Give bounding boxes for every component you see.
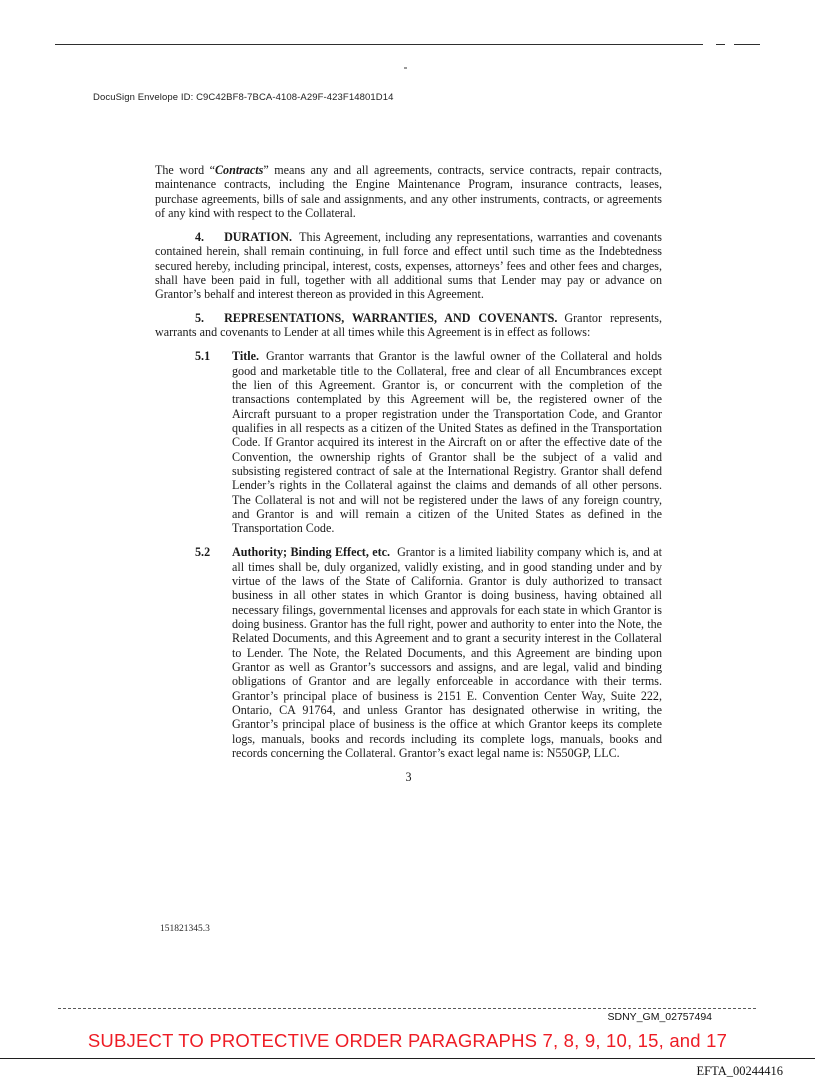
clause-5-2-authority: [155, 545, 662, 760]
top-rule-dash: [734, 44, 760, 45]
clause-5-1-title: [155, 349, 662, 535]
paragraph-contracts-definition: [155, 163, 662, 220]
document-number: 151821345.3: [160, 924, 210, 934]
section-number: 4.: [195, 229, 205, 244]
section-number: 5.: [195, 311, 205, 326]
footer-dashed-rule: [58, 1008, 756, 1009]
protective-order-stamp: SUBJECT TO PROTECTIVE ORDER PARAGRAPHS 7, 8, 9, 10, 15, and 17: [87, 1030, 728, 1051]
bates-number-efta: EFTA_00244416: [696, 1064, 783, 1078]
clause-body: [232, 349, 662, 535]
paragraph-text: The word “: [155, 163, 215, 177]
top-rule-dash: [716, 44, 725, 45]
defined-term: Contracts: [214, 163, 264, 177]
clause-text: Grantor warrants that Grantor is the lawful owner of the Collateral and holds good and marketable title to the Collateral, free and clear of all Encumbrances except the lien of this Agreement. Grantor is, or concurrent with the completion of the transactions contemplated by this Agreement will be, the registered owner of the Aircraft pursuant to a proper registration under the Transportation Code, and Grantor qualifies in all respects as a citizen of the United States as defined in the Transportation Code. If Grantor acquired its interest in the Aircraft on or after the effective date of the Convention, the ownership rights of Grantor shall be the subject of a valid and subsisting registered contract of sale at the International Registry. Grantor shall defend Lender’s rights in the Collateral against the claims and demands of all other persons. The Collateral is not and will not be registered under the laws of any foreign country, and Grantor is and will remain a citizen of the United States as defined in the Transportation Code.: [232, 349, 662, 536]
page-number: 3: [405, 769, 412, 784]
paragraph-text: ” means any and all agreements, contracts, service contracts, repair contracts, maintenance contracts, including the Engine Maintenance Program, insurance contracts, leases, purchase agreements, bills of sale and assignments, and any other instruments, contracts, or agreements of any kind with respect to the Collateral.: [155, 163, 662, 221]
clause-text: Grantor is a limited liability company which is, and at all times shall be, duly organized, validly existing, and in good standing under and by virtue of the laws of the State of California. Grantor is duly authorized to transact business in all other states in which Grantor is doing business, having obtained all necessary filings, governmental licenses and approvals for each state in which Grantor is doing business. Grantor has the full right, power and authority to enter into the Note, the Related Documents, and this Agreement and to grant a security interest in the Collateral to Lender. The Note, the Related Documents, and this Agreement are binding upon Grantor as well as Grantor’s successors and assigns, and are legal, valid and binding obligations of Grantor and are legally enforceable in accordance with their terms. Grantor’s principal place of business is 2151 E. Convention Center Way, Suite 222, Ontario, CA 91764, and unless Grantor has designated otherwise in writing, the Grantor’s principal place of business is the office at which Grantor keeps its complete logs, manuals, books and records including its complete logs, manuals, books and records concerning the Collateral. Grantor’s exact legal name is: N550GP, LLC.: [232, 545, 662, 761]
clause-number: 5.2: [195, 545, 211, 560]
section-4-duration: [155, 230, 662, 302]
section-heading: REPRESENTATIONS, WARRANTIES, AND COVENANTS.: [224, 311, 558, 326]
clause-body: [232, 545, 662, 760]
document-body: [155, 163, 662, 784]
top-rule: [55, 44, 703, 45]
clause-heading: Title.: [232, 349, 259, 364]
scan-artifact: [404, 67, 407, 69]
section-heading: DURATION.: [224, 229, 293, 244]
clause-heading: Authority; Binding Effect, etc.: [232, 545, 391, 560]
clause-number: 5.1: [195, 349, 211, 364]
bottom-rule: [0, 1058, 815, 1059]
section-text: Grantor represents, warrants and covenants to Lender at all times while this Agreement is in effect as follows:: [155, 311, 662, 340]
section-text: This Agreement, including any representations, warranties and covenants contained herein, shall remain continuing, in full force and effect until such time as the Indebtedness secured hereby, including principal, interest, costs, expenses, attorneys’ fees and other fees and charges, shall have been paid in full, together with all additional sums that Lender may pay or advance on Grantor’s behalf and interest thereon as provided in this Agreement.: [155, 229, 662, 302]
bates-number-sdny: SDNY_GM_02757494: [607, 1011, 712, 1023]
docusign-envelope-id: DocuSign Envelope ID: C9C42BF8-7BCA-4108-A29F-423F14801D14: [93, 92, 394, 103]
section-5-representations: [155, 311, 662, 340]
